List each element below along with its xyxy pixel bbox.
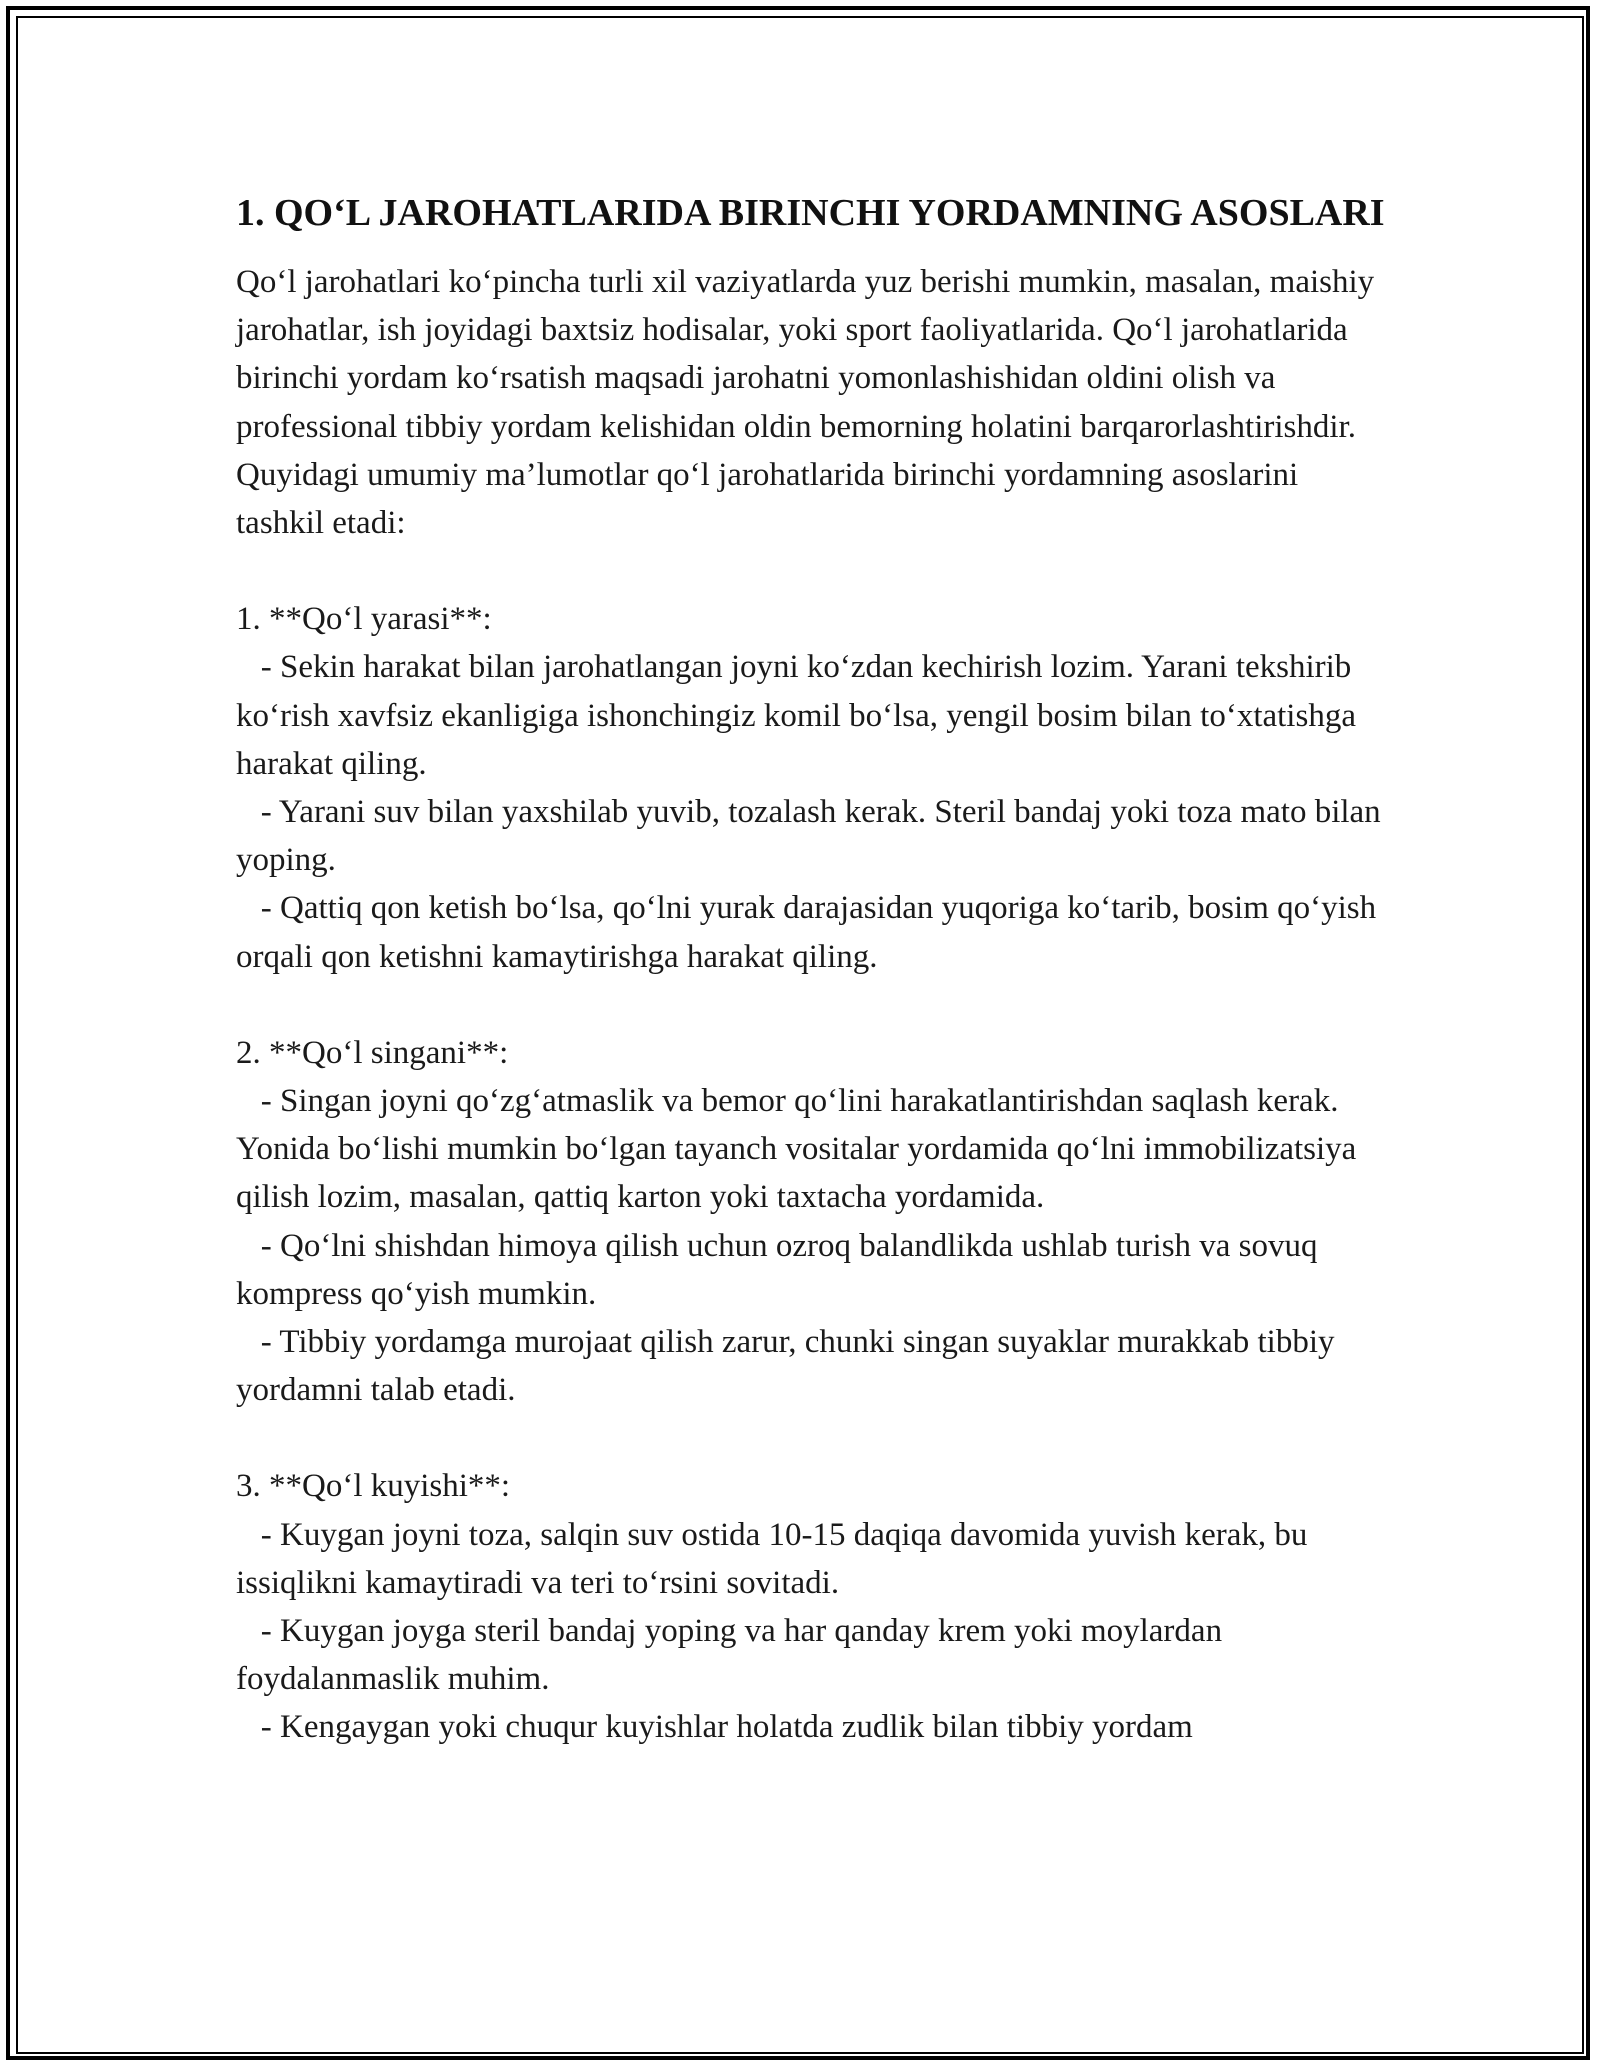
section-hand-burn [236,1462,1386,1751]
spacer [236,1414,1386,1462]
list-item: - Kuygan joyni toza, salqin suv ostida 10-15 daqiqa davomida yuvish kerak, bu issiqlikni kamaytiradi va teri to‘rsini sovitadi. [236,1516,1316,1601]
document-body [236,186,1389,1752]
section-title: 3. **Qo‘l kuyishi**: [236,1468,511,1505]
list-item: - Qattiq qon ketish bo‘lsa, qo‘lni yurak darajasidan yuqoriga ko‘tarib, bosim qo‘yish orqali qon ketishni kamaytirishga harakat qiling. [236,890,1385,975]
section-hand-fracture [236,1029,1386,1415]
list-item: - Kuygan joyga steril bandaj yoping va har qanday krem yoki moylardan foydalanmaslik muhim. [236,1613,1231,1698]
list-item: - Tibbiy yordamga murojaat qilish zarur, chunki singan suyaklar murakkab tibbiy yordamni talab etadi. [236,1324,1343,1409]
spacer [236,547,1386,595]
document-heading: 1. QO‘L JAROHATLARIDA BIRINCHI YORDAMNING ASOSLARI [236,192,1385,234]
section-hand-wound [236,595,1389,981]
spacer [236,981,1386,1029]
list-item: - Sekin harakat bilan jarohatlangan joyni ko‘zdan kechirish lozim. Yarani tekshirib ko‘rish xavfsiz ekanligiga ishonchingiz komil bo‘lsa, yengil bosim bilan to‘xtatishga harakat qiling. [236,649,1365,782]
intro-paragraph: Qo‘l jarohatlari ko‘pincha turli xil vaziyatlarda yuz berishi mumkin, masalan, maishiy jarohatlar, ish joyidagi baxtsiz hodisalar, yoki sport faoliyatlarida. Qo‘l jarohatlarida birinchi yordam ko‘rsatish maqsadi jarohatni yomonlashishidan oldini olish va professional tibbiy yordam kelishidan oldin bemorning holatini barqarorlashtirishdir. Quyidagi umumiy ma’lumotlar qo‘l jarohatlarida birinchi yordamning asoslarini tashkil etadi: [236,264,1383,542]
list-item: - Singan joyni qo‘zg‘atmaslik va bemor qo‘lini harakatlantirishdan saqlash kerak. Yonida bo‘lishi mumkin bo‘lgan tayanch vositalar yordamida qo‘lni immobilizatsiya qilish lozim, masalan, qattiq karton yoki taxtacha yordamida. [236,1083,1365,1216]
list-item: - Qo‘lni shishdan himoya qilish uchun ozroq balandlikda ushlab turish va sovuq kompress qo‘yish mumkin. [236,1227,1326,1312]
section-title: 2. **Qo‘l singani**: [236,1034,509,1071]
list-item: - Yarani suv bilan yaxshilab yuvib, tozalash kerak. Steril bandaj yoki toza mato bilan yoping. [236,794,1389,879]
list-item: - Kengaygan yoki chuqur kuyishlar holatda zudlik bilan tibbiy yordam [236,1709,1193,1746]
section-title: 1. **Qo‘l yarasi**: [236,601,492,638]
